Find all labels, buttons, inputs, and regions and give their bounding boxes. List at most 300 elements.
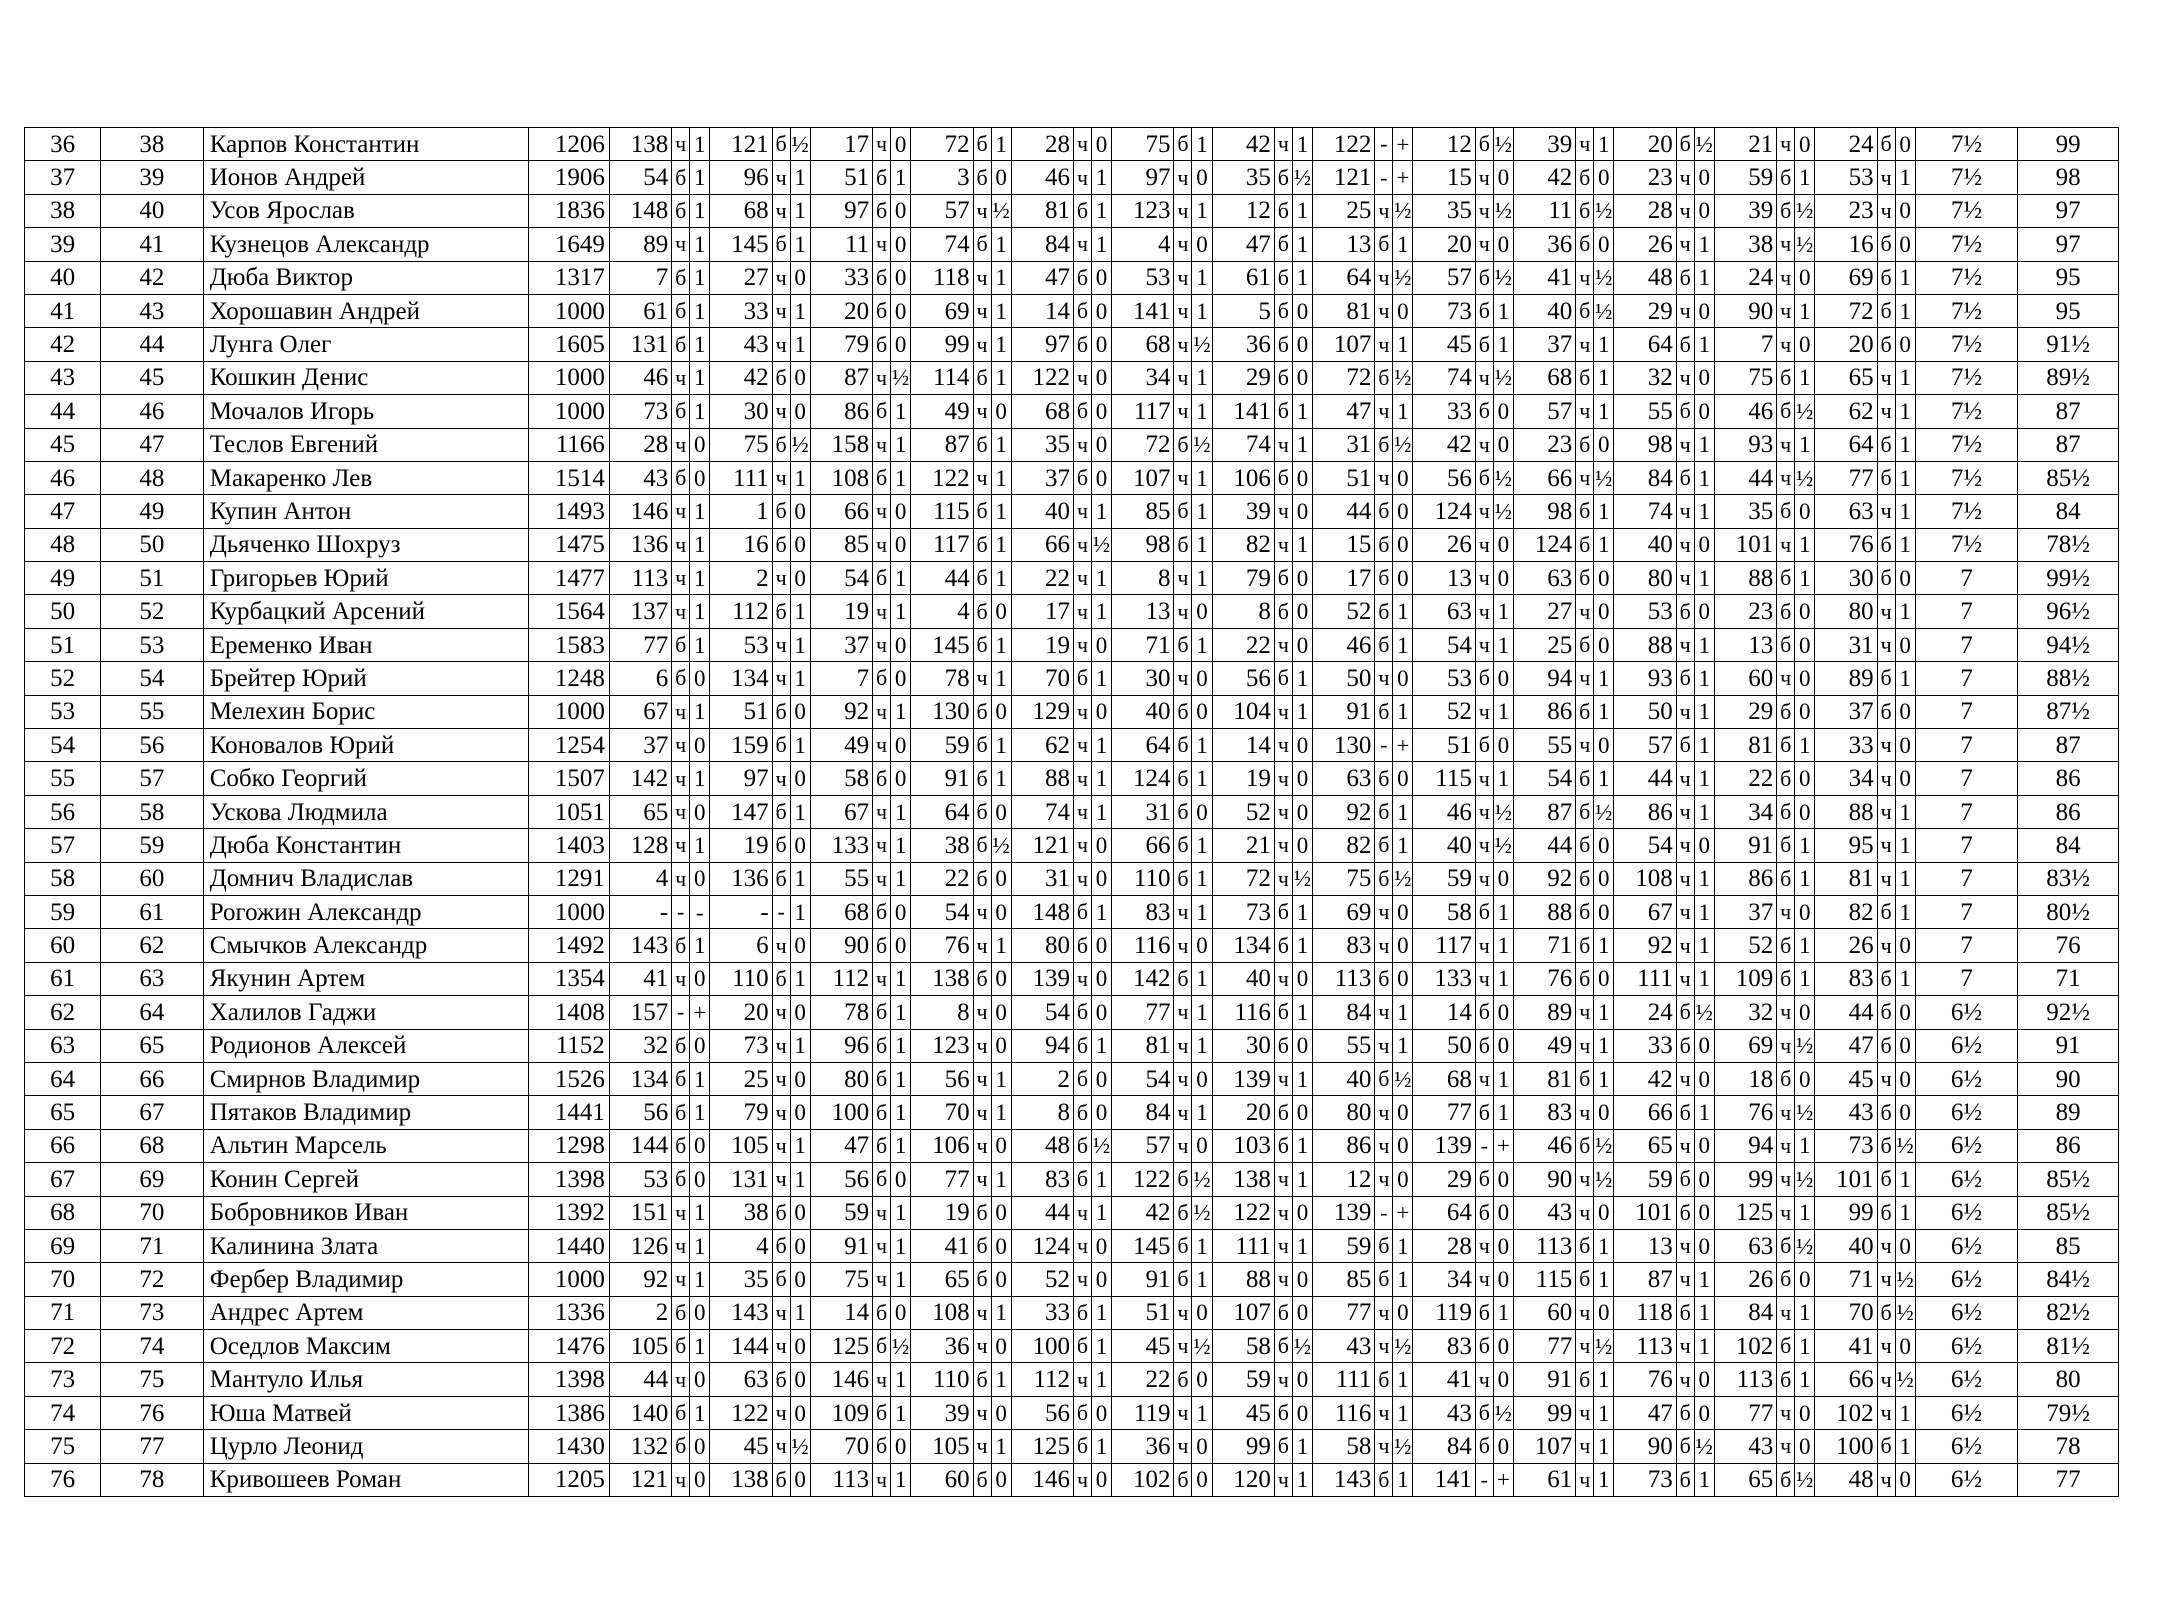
round-opponent-cell: 28: [609, 428, 671, 461]
start-number-cell: 64: [101, 996, 204, 1029]
round-result-cell: 1: [991, 1062, 1011, 1095]
round-color-cell: ч: [772, 762, 790, 795]
points-cell: 6½: [1915, 1263, 2018, 1296]
round-opponent-cell: 28: [1413, 1229, 1475, 1262]
round-opponent-cell: 82: [1312, 829, 1374, 862]
round-color-cell: б: [1877, 1029, 1895, 1062]
round-opponent-cell: 117: [1112, 395, 1174, 428]
rating-cell: 1398: [529, 1163, 609, 1196]
round-color-cell: -: [1475, 1463, 1493, 1496]
rating-cell: 1291: [529, 862, 609, 895]
round-result-cell: ½: [1493, 128, 1513, 161]
round-result-cell: 1: [1594, 1463, 1614, 1496]
rating-cell: 1430: [529, 1430, 609, 1463]
round-opponent-cell: 74: [1212, 428, 1274, 461]
points-cell: 6½: [1915, 1229, 2018, 1262]
round-opponent-cell: 32: [1614, 361, 1676, 394]
round-color-cell: ч: [1676, 962, 1694, 995]
round-color-cell: ч: [973, 895, 991, 928]
player-name-cell: Конин Сергей: [203, 1163, 529, 1196]
round-opponent-cell: 147: [710, 795, 772, 828]
tiebreak-cell: 81½: [2018, 1330, 2119, 1363]
table-row: [25, 829, 2119, 862]
round-color-cell: ч: [1877, 495, 1895, 528]
round-color-cell: ч: [1676, 895, 1694, 928]
round-color-cell: б: [1576, 428, 1594, 461]
place-cell: 62: [25, 996, 101, 1029]
round-color-cell: ч: [1877, 1463, 1895, 1496]
round-opponent-cell: 123: [911, 1029, 973, 1062]
table-row: [25, 294, 2119, 327]
round-opponent-cell: 51: [1413, 729, 1475, 762]
round-result-cell: 0: [790, 1463, 810, 1496]
round-result-cell: 0: [991, 895, 1011, 928]
round-opponent-cell: 6: [609, 662, 671, 695]
round-opponent-cell: 55: [1312, 1029, 1374, 1062]
round-result-cell: ½: [1795, 1029, 1815, 1062]
round-opponent-cell: 44: [1312, 495, 1374, 528]
place-cell: 42: [25, 328, 101, 361]
round-color-cell: ч: [1576, 395, 1594, 428]
round-result-cell: 1: [1192, 1096, 1212, 1129]
round-result-cell: ½: [1493, 829, 1513, 862]
round-color-cell: б: [672, 1396, 690, 1429]
round-opponent-cell: 15: [1413, 161, 1475, 194]
round-color-cell: ч: [1777, 294, 1795, 327]
round-result-cell: 0: [1091, 695, 1111, 728]
points-cell: 7½: [1915, 395, 2018, 428]
round-result-cell: 1: [790, 228, 810, 261]
round-color-cell: б: [1877, 1196, 1895, 1229]
round-opponent-cell: 112: [710, 595, 772, 628]
round-color-cell: б: [1274, 662, 1292, 695]
round-color-cell: ч: [1676, 628, 1694, 661]
table-row: [25, 795, 2119, 828]
round-color-cell: ч: [1375, 1163, 1393, 1196]
round-result-cell: 0: [690, 1463, 710, 1496]
round-opponent-cell: 87: [810, 361, 872, 394]
round-result-cell: 1: [1192, 128, 1212, 161]
round-opponent-cell: 66: [810, 495, 872, 528]
round-color-cell: ч: [1877, 829, 1895, 862]
round-result-cell: 1: [891, 829, 911, 862]
round-color-cell: ч: [1274, 1263, 1292, 1296]
round-color-cell: б: [1676, 1396, 1694, 1429]
round-result-cell: 0: [1192, 662, 1212, 695]
round-result-cell: 0: [1895, 762, 1915, 795]
round-color-cell: б: [1777, 1229, 1795, 1262]
round-result-cell: 0: [891, 294, 911, 327]
round-result-cell: 1: [891, 1463, 911, 1496]
round-color-cell: б: [873, 1396, 891, 1429]
round-opponent-cell: 99: [1714, 1163, 1776, 1196]
tiebreak-cell: 97: [2018, 194, 2119, 227]
round-result-cell: 1: [1795, 1330, 1815, 1363]
round-opponent-cell: 26: [1815, 929, 1877, 962]
round-result-cell: 1: [690, 128, 710, 161]
round-opponent-cell: 37: [1011, 461, 1073, 494]
round-result-cell: ½: [891, 361, 911, 394]
round-color-cell: б: [1074, 1029, 1092, 1062]
points-cell: 6½: [1915, 1062, 2018, 1095]
round-result-cell: 1: [891, 562, 911, 595]
round-color-cell: б: [973, 128, 991, 161]
round-color-cell: б: [1174, 1263, 1192, 1296]
round-result-cell: -: [690, 895, 710, 928]
start-number-cell: 71: [101, 1229, 204, 1262]
round-opponent-cell: 40: [1011, 495, 1073, 528]
round-color-cell: б: [1576, 862, 1594, 895]
round-result-cell: ½: [1594, 1129, 1614, 1162]
rating-cell: 1906: [529, 161, 609, 194]
round-result-cell: ½: [1895, 1263, 1915, 1296]
round-opponent-cell: 49: [911, 395, 973, 428]
round-result-cell: 0: [790, 261, 810, 294]
round-result-cell: 0: [991, 962, 1011, 995]
round-result-cell: ½: [1895, 1129, 1915, 1162]
round-opponent-cell: 84: [1312, 996, 1374, 1029]
round-color-cell: ч: [1576, 128, 1594, 161]
start-number-cell: 38: [101, 128, 204, 161]
round-color-cell: б: [1174, 862, 1192, 895]
round-result-cell: 0: [1091, 294, 1111, 327]
round-result-cell: 0: [1795, 495, 1815, 528]
round-result-cell: 1: [1594, 1229, 1614, 1262]
round-opponent-cell: 120: [1212, 1463, 1274, 1496]
round-color-cell: б: [1475, 261, 1493, 294]
round-color-cell: ч: [1375, 261, 1393, 294]
round-opponent-cell: 23: [1815, 194, 1877, 227]
round-color-cell: ч: [1475, 595, 1493, 628]
place-cell: 38: [25, 194, 101, 227]
round-result-cell: +: [1493, 1129, 1513, 1162]
round-color-cell: ч: [1074, 695, 1092, 728]
round-color-cell: б: [772, 962, 790, 995]
round-result-cell: 0: [1493, 562, 1513, 595]
round-color-cell: ч: [1274, 1062, 1292, 1095]
rating-cell: 1477: [529, 562, 609, 595]
round-color-cell: -: [1375, 1196, 1393, 1229]
round-color-cell: ч: [1576, 1463, 1594, 1496]
round-color-cell: ч: [973, 662, 991, 695]
round-opponent-cell: 1: [710, 495, 772, 528]
round-opponent-cell: 116: [1312, 1396, 1374, 1429]
round-color-cell: б: [973, 428, 991, 461]
round-color-cell: ч: [873, 495, 891, 528]
round-opponent-cell: 74: [1011, 795, 1073, 828]
round-result-cell: ½: [1393, 428, 1413, 461]
round-opponent-cell: 86: [1614, 795, 1676, 828]
round-opponent-cell: 110: [911, 1363, 973, 1396]
points-cell: 7: [1915, 762, 2018, 795]
round-result-cell: 1: [1192, 628, 1212, 661]
round-result-cell: 1: [1393, 996, 1413, 1029]
round-opponent-cell: 145: [710, 228, 772, 261]
place-cell: 46: [25, 461, 101, 494]
round-color-cell: ч: [973, 1396, 991, 1429]
place-cell: 43: [25, 361, 101, 394]
round-opponent-cell: 82: [1815, 895, 1877, 928]
round-color-cell: ч: [672, 595, 690, 628]
round-color-cell: б: [873, 1296, 891, 1329]
round-color-cell: ч: [1576, 1196, 1594, 1229]
round-color-cell: ч: [1475, 862, 1493, 895]
round-result-cell: 1: [991, 1096, 1011, 1129]
round-color-cell: б: [1475, 1430, 1493, 1463]
points-cell: 7½: [1915, 528, 2018, 561]
round-opponent-cell: 35: [1011, 428, 1073, 461]
table-row: [25, 1163, 2119, 1196]
round-opponent-cell: 42: [1212, 128, 1274, 161]
round-color-cell: ч: [1777, 428, 1795, 461]
round-color-cell: ч: [772, 562, 790, 595]
round-opponent-cell: 8: [1011, 1096, 1073, 1129]
round-opponent-cell: 38: [911, 829, 973, 862]
round-result-cell: 0: [1493, 428, 1513, 461]
round-result-cell: 1: [1091, 595, 1111, 628]
round-color-cell: ч: [1174, 361, 1192, 394]
player-name-cell: Мелехин Борис: [203, 695, 529, 728]
round-opponent-cell: 139: [1011, 962, 1073, 995]
round-color-cell: ч: [1174, 261, 1192, 294]
table-row: [25, 1330, 2119, 1363]
round-result-cell: 0: [991, 862, 1011, 895]
round-color-cell: ч: [772, 328, 790, 361]
round-color-cell: б: [973, 595, 991, 628]
round-color-cell: ч: [873, 128, 891, 161]
round-opponent-cell: 54: [1614, 829, 1676, 862]
round-color-cell: ч: [672, 562, 690, 595]
round-result-cell: 1: [1795, 294, 1815, 327]
round-opponent-cell: 68: [810, 895, 872, 928]
round-result-cell: 1: [1795, 361, 1815, 394]
round-result-cell: 0: [790, 1062, 810, 1095]
tiebreak-cell: 87: [2018, 395, 2119, 428]
round-color-cell: б: [1274, 562, 1292, 595]
round-opponent-cell: 80: [1614, 562, 1676, 595]
round-opponent-cell: 98: [1614, 428, 1676, 461]
round-opponent-cell: 91: [1513, 1363, 1575, 1396]
round-color-cell: б: [973, 1363, 991, 1396]
round-opponent-cell: 92: [1614, 929, 1676, 962]
round-result-cell: 0: [991, 1029, 1011, 1062]
round-color-cell: ч: [1676, 695, 1694, 728]
round-result-cell: 0: [1192, 795, 1212, 828]
start-number-cell: 44: [101, 328, 204, 361]
round-opponent-cell: 22: [911, 862, 973, 895]
round-color-cell: ч: [1174, 1396, 1192, 1429]
rating-cell: 1507: [529, 762, 609, 795]
round-opponent-cell: 24: [1815, 128, 1877, 161]
round-result-cell: 0: [1393, 662, 1413, 695]
round-opponent-cell: 42: [1513, 161, 1575, 194]
round-opponent-cell: 31: [1112, 795, 1174, 828]
round-result-cell: 1: [1192, 729, 1212, 762]
round-color-cell: ч: [1375, 395, 1393, 428]
round-opponent-cell: 81: [1513, 1062, 1575, 1095]
round-opponent-cell: 56: [1413, 461, 1475, 494]
round-color-cell: ч: [1274, 762, 1292, 795]
round-color-cell: ч: [1676, 762, 1694, 795]
round-color-cell: ч: [1475, 228, 1493, 261]
round-color-cell: б: [973, 562, 991, 595]
table-row: [25, 1062, 2119, 1095]
round-opponent-cell: 43: [1714, 1430, 1776, 1463]
round-opponent-cell: 27: [710, 261, 772, 294]
round-result-cell: 1: [1192, 762, 1212, 795]
round-result-cell: 1: [1895, 261, 1915, 294]
round-result-cell: 0: [1694, 294, 1714, 327]
round-result-cell: 0: [1493, 228, 1513, 261]
round-opponent-cell: 43: [1413, 1396, 1475, 1429]
round-result-cell: 1: [1694, 495, 1714, 528]
round-opponent-cell: 41: [1413, 1363, 1475, 1396]
round-result-cell: 1: [1493, 1062, 1513, 1095]
round-opponent-cell: 141: [1112, 294, 1174, 327]
round-color-cell: ч: [1877, 762, 1895, 795]
round-color-cell: ч: [1475, 161, 1493, 194]
round-opponent-cell: 49: [810, 729, 872, 762]
round-result-cell: 0: [1091, 962, 1111, 995]
round-color-cell: б: [1576, 1363, 1594, 1396]
round-result-cell: 1: [1192, 194, 1212, 227]
round-color-cell: б: [1877, 1430, 1895, 1463]
rating-cell: 1476: [529, 1330, 609, 1363]
round-opponent-cell: 61: [1212, 261, 1274, 294]
round-color-cell: ч: [1375, 929, 1393, 962]
round-opponent-cell: 57: [1413, 261, 1475, 294]
round-color-cell: б: [672, 1330, 690, 1363]
round-color-cell: б: [1074, 1330, 1092, 1363]
round-opponent-cell: 158: [810, 428, 872, 461]
round-color-cell: ч: [1174, 1029, 1192, 1062]
round-opponent-cell: 45: [1413, 328, 1475, 361]
round-color-cell: ч: [672, 1263, 690, 1296]
tiebreak-cell: 91: [2018, 1029, 2119, 1062]
round-result-cell: 1: [1594, 1363, 1614, 1396]
round-result-cell: 0: [1393, 1296, 1413, 1329]
round-color-cell: б: [672, 1129, 690, 1162]
round-result-cell: 0: [991, 161, 1011, 194]
round-result-cell: 0: [1292, 1363, 1312, 1396]
round-result-cell: 1: [1192, 962, 1212, 995]
table-row: [25, 1229, 2119, 1262]
round-result-cell: ½: [1292, 161, 1312, 194]
round-result-cell: 1: [1091, 795, 1111, 828]
player-name-cell: Ионов Андрей: [203, 161, 529, 194]
round-opponent-cell: 146: [609, 495, 671, 528]
round-color-cell: б: [1274, 895, 1292, 928]
round-opponent-cell: 94: [1714, 1129, 1776, 1162]
round-result-cell: 0: [1091, 395, 1111, 428]
round-result-cell: 0: [1795, 1263, 1815, 1296]
round-opponent-cell: 85: [1312, 1263, 1374, 1296]
round-color-cell: б: [672, 628, 690, 661]
round-color-cell: -: [1375, 128, 1393, 161]
round-color-cell: ч: [1074, 595, 1092, 628]
round-result-cell: ½: [1393, 194, 1413, 227]
round-color-cell: б: [1274, 228, 1292, 261]
round-opponent-cell: 22: [1212, 628, 1274, 661]
round-opponent-cell: 59: [1714, 161, 1776, 194]
table-row: [25, 361, 2119, 394]
round-color-cell: б: [873, 1029, 891, 1062]
round-result-cell: 0: [790, 1196, 810, 1229]
round-opponent-cell: 77: [609, 628, 671, 661]
round-opponent-cell: 74: [911, 228, 973, 261]
round-opponent-cell: 44: [1714, 461, 1776, 494]
round-result-cell: 0: [1493, 1196, 1513, 1229]
tiebreak-cell: 85½: [2018, 1196, 2119, 1229]
round-color-cell: б: [772, 495, 790, 528]
round-result-cell: ½: [1393, 862, 1413, 895]
player-name-cell: Фербер Владимир: [203, 1263, 529, 1296]
round-color-cell: б: [1676, 1430, 1694, 1463]
round-opponent-cell: 54: [1513, 762, 1575, 795]
round-color-cell: ч: [1074, 1229, 1092, 1262]
player-name-cell: Макаренко Лев: [203, 461, 529, 494]
round-opponent-cell: 72: [1815, 294, 1877, 327]
tiebreak-cell: 89: [2018, 1096, 2119, 1129]
round-opponent-cell: 17: [1011, 595, 1073, 628]
start-number-cell: 46: [101, 395, 204, 428]
round-opponent-cell: 109: [810, 1396, 872, 1429]
round-opponent-cell: 88: [1212, 1263, 1274, 1296]
round-opponent-cell: 42: [1112, 1196, 1174, 1229]
round-result-cell: ½: [1493, 495, 1513, 528]
table-row: [25, 261, 2119, 294]
round-result-cell: 1: [1594, 996, 1614, 1029]
round-result-cell: 1: [1393, 1396, 1413, 1429]
round-color-cell: ч: [772, 1029, 790, 1062]
round-result-cell: 1: [1091, 762, 1111, 795]
round-color-cell: б: [672, 1096, 690, 1129]
round-result-cell: ½: [1393, 361, 1413, 394]
round-color-cell: б: [973, 795, 991, 828]
round-result-cell: 0: [1493, 395, 1513, 428]
table-row: [25, 628, 2119, 661]
round-opponent-cell: 66: [1513, 461, 1575, 494]
round-result-cell: 0: [1091, 829, 1111, 862]
round-opponent-cell: 76: [1815, 528, 1877, 561]
round-opponent-cell: 113: [1714, 1363, 1776, 1396]
round-opponent-cell: 90: [1714, 294, 1776, 327]
round-color-cell: б: [1877, 562, 1895, 595]
round-color-cell: ч: [1274, 962, 1292, 995]
player-name-cell: Бобровников Иван: [203, 1196, 529, 1229]
round-result-cell: 0: [1895, 996, 1915, 1029]
player-name-cell: Кузнецов Александр: [203, 228, 529, 261]
round-opponent-cell: 40: [1614, 528, 1676, 561]
round-opponent-cell: 78: [810, 996, 872, 1029]
round-result-cell: 1: [891, 1096, 911, 1129]
round-color-cell: ч: [1777, 1029, 1795, 1062]
rating-cell: 1152: [529, 1029, 609, 1062]
round-result-cell: 0: [1393, 528, 1413, 561]
round-result-cell: 1: [991, 328, 1011, 361]
round-result-cell: 1: [690, 194, 710, 227]
tiebreak-cell: 92½: [2018, 996, 2119, 1029]
round-result-cell: 1: [991, 729, 1011, 762]
round-opponent-cell: 159: [710, 729, 772, 762]
round-opponent-cell: 44: [911, 562, 973, 595]
round-opponent-cell: 105: [609, 1330, 671, 1363]
round-color-cell: ч: [1274, 729, 1292, 762]
round-opponent-cell: 40: [1513, 294, 1575, 327]
rating-cell: 1564: [529, 595, 609, 628]
round-result-cell: 1: [991, 1296, 1011, 1329]
round-result-cell: 0: [1292, 1196, 1312, 1229]
